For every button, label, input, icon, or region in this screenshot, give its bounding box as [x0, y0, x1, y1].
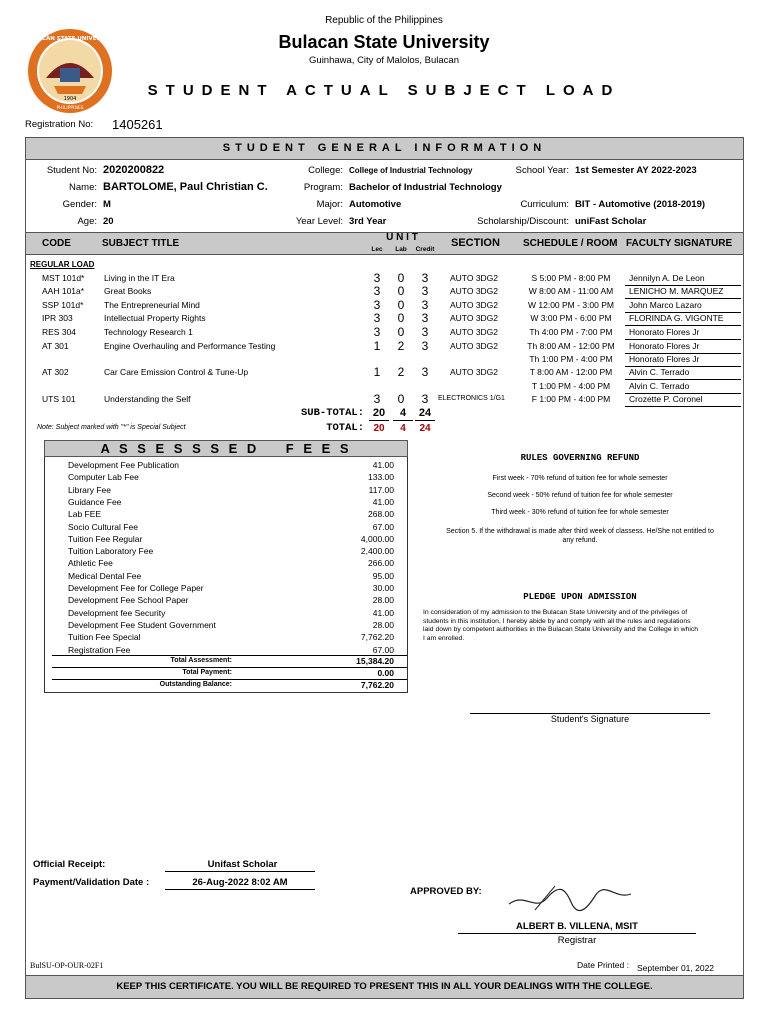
registrar-title: Registrar: [557, 935, 597, 946]
svg-text:1904: 1904: [63, 96, 77, 102]
fee-amount: 7,762.20: [360, 632, 394, 643]
fee-name: Tuition Laboratory Fee: [68, 546, 154, 557]
age-label: Age:: [77, 216, 97, 227]
col-lec: Lec: [371, 246, 383, 253]
refund-title: RULES GOVERNING REFUND: [520, 453, 640, 463]
subject-section: ELECTRONICS 1/G1: [438, 395, 505, 402]
subject-lec: 3: [373, 325, 381, 339]
school-year-value: 1st Semester AY 2022-2023: [575, 165, 697, 176]
col-faculty: FACULTY SIGNATURE: [626, 238, 733, 249]
year-level-label: Year Level:: [295, 216, 343, 227]
official-receipt-label: Official Receipt:: [33, 859, 106, 870]
official-receipt-value: Unifast Scholar: [207, 859, 278, 870]
subject-code: AT 302: [42, 367, 69, 377]
col-section: SECTION: [451, 237, 500, 249]
fee-name: Lab FEE: [68, 509, 102, 520]
total-lec: 20: [373, 423, 385, 434]
scholarship-value: uniFast Scholar: [575, 216, 647, 227]
svg-text:BULACAN STATE UNIVERSITY: BULACAN STATE UNIVERSITY: [25, 36, 115, 42]
col-title: SUBJECT TITLE: [102, 238, 180, 249]
subject-section: AUTO 3DG2: [450, 286, 499, 296]
subject-title: Technology Research 1: [104, 327, 193, 337]
fee-name: Development Fee Student Government: [68, 619, 216, 630]
fees-title: A S S E S S S E D F E E S: [100, 441, 352, 456]
program-value: Bachelor of Industrial Technology: [349, 182, 502, 193]
validation-date-label: Payment/Validation Date :: [33, 877, 150, 888]
faculty-name: John Marco Lazaro: [629, 300, 702, 310]
faculty-name: LENICHO M. MARQUEZ: [629, 286, 724, 296]
fee-name: Guidance Fee: [68, 496, 122, 507]
subject-title: The Entrepreneurial Mind: [104, 300, 200, 310]
fee-name: Athletic Fee: [68, 558, 113, 569]
year-level-value: 3rd Year: [349, 216, 387, 227]
faculty-name: FLORINDA G. VIGONTE: [629, 313, 724, 323]
fee-row: [0, 546, 768, 558]
subject-credit: 3: [421, 339, 429, 353]
fee-row: [0, 571, 768, 583]
faculty-name: Honorato Flores Jr: [629, 341, 700, 351]
date-printed-label: Date Printed :: [577, 960, 629, 970]
subject-credit: 3: [421, 325, 429, 339]
subject-credit: 3: [421, 271, 429, 285]
regular-load-label: REGULAR LOAD: [30, 260, 95, 269]
subject-section: AUTO 3DG2: [450, 313, 499, 323]
subject-lec: 3: [373, 311, 381, 325]
svg-text:PHILIPPINES: PHILIPPINES: [56, 106, 84, 111]
fee-amount: 30.00: [372, 583, 394, 593]
refund-section5-line1: Section 5. If the withdrawal is made after third week of classess. He/She not entitled to: [446, 528, 714, 535]
outstanding-label: Outstanding Balance:: [159, 681, 232, 688]
fee-name: Development fee Security: [68, 607, 166, 618]
fee-amount: 95.00: [372, 570, 394, 581]
pledge-text-line: I am enrolled.: [423, 634, 465, 642]
subject-section: AUTO 3DG2: [450, 327, 499, 337]
college-value: College of Industrial Technology: [349, 166, 473, 175]
pledge-text-line: laid down by competent authorities in the Bulacan State University and the College in which: [423, 626, 699, 633]
subject-schedule: F 1:00 PM - 4:00 PM: [531, 394, 611, 404]
fee-name: Tuition Fee Regular: [68, 533, 143, 544]
fee-name: Medical Dental Fee: [68, 570, 142, 581]
subject-code: MST 101d*: [42, 273, 85, 283]
fee-amount: 67.00: [372, 644, 394, 655]
subject-schedule: W 12:00 PM - 3:00 PM: [528, 300, 614, 310]
student-no-value: 2020200822: [103, 164, 165, 176]
subject-lab: 0: [397, 325, 405, 339]
subject-title: Intellectual Property Rights: [104, 313, 206, 323]
subject-schedule: W 3:00 PM - 6:00 PM: [530, 313, 612, 323]
refund-rule: First week - 70% refund of tuition fee for whole semester: [492, 475, 668, 482]
fee-row: [0, 558, 768, 570]
subject-lab: 0: [397, 284, 405, 298]
refund-rule: Second week - 50% refund of tuition fee for whole semester: [487, 492, 673, 499]
subject-code: UTS 101: [42, 394, 76, 404]
subject-lec: 3: [373, 392, 381, 406]
fee-amount: 41.00: [372, 496, 394, 507]
fee-amount: 117.00: [368, 484, 394, 495]
student-signature-label: Student's Signature: [550, 714, 630, 724]
fee-amount: 28.00: [372, 619, 394, 630]
fee-amount: 133.00: [368, 472, 394, 483]
subtotal-lec: 20: [372, 407, 386, 419]
subtotal-lab: 4: [399, 407, 407, 419]
subject-schedule: Th 8:00 AM - 12:00 PM: [527, 341, 615, 351]
subject-code: AT 301: [42, 341, 69, 351]
fee-amount: 266.00: [368, 558, 394, 569]
program-label: Program:: [303, 182, 343, 193]
college-label: College:: [308, 165, 343, 176]
major-value: Automotive: [349, 199, 402, 210]
scholarship-label: Scholarship/Discount:: [477, 216, 569, 227]
fee-amount: 2,400.00: [360, 546, 394, 557]
university-name: Bulacan State University: [278, 32, 490, 52]
total-lab: 4: [400, 423, 406, 434]
fee-name: Registration Fee: [68, 644, 131, 655]
subject-lec: 3: [373, 284, 381, 298]
registrar-signature: [505, 882, 635, 920]
name-value: BARTOLOME, Paul Christian C.: [103, 181, 268, 193]
faculty-name: Jennilyn A. De Leon: [629, 273, 705, 283]
fee-name: Socio Cultural Fee: [68, 521, 138, 532]
fee-amount: 28.00: [372, 595, 394, 606]
curriculum-label: Curriculum:: [520, 199, 569, 210]
date-printed-value: September 01, 2022: [637, 963, 715, 973]
fee-name: Computer Lab Fee: [68, 472, 139, 483]
republic-line: Republic of the Philippines: [325, 15, 443, 26]
subject-code: AAH 101a*: [42, 286, 85, 296]
subject-section: AUTO 3DG2: [450, 273, 499, 283]
outstanding-value: 7,762.20: [360, 680, 394, 690]
university-address: Guinhawa, City of Malolos, Bulacan: [309, 55, 459, 66]
refund-section5-line2: any refund.: [562, 537, 598, 544]
subject-title: Car Care Emission Control & Tune-Up: [104, 367, 249, 377]
subject-credit: 3: [421, 284, 429, 298]
subject-title: Understanding the Self: [104, 394, 191, 404]
faculty-name: Alvin C. Terrado: [629, 367, 690, 377]
curriculum-value: BIT - Automotive (2018-2019): [575, 199, 706, 210]
col-code: CODE: [42, 238, 71, 249]
subject-code: RES 304: [42, 327, 77, 337]
subject-section: AUTO 3DG2: [450, 300, 499, 310]
subject-schedule: Th 4:00 PM - 7:00 PM: [529, 327, 613, 337]
col-schedule: SCHEDULE / ROOM: [523, 238, 618, 249]
col-lab: Lab: [395, 246, 407, 253]
subject-lab: 0: [397, 298, 405, 312]
total-assessment-label: Total Assessment:: [170, 657, 232, 664]
subject-schedule: T 1:00 PM - 4:00 PM: [531, 381, 611, 391]
fee-row: [0, 632, 768, 644]
col-credit: Credit: [415, 246, 435, 253]
subject-title: Engine Overhauling and Performance Testing: [104, 341, 276, 351]
special-subject-note: Note: Subject marked with "*" is Special Subject: [37, 424, 186, 431]
major-label: Major:: [316, 199, 343, 210]
fee-name: Tuition Fee Special: [68, 632, 141, 643]
document-title: STUDENT ACTUAL SUBJECT LOAD: [147, 82, 621, 99]
fee-name: Library Fee: [68, 484, 111, 495]
faculty-name: Alvin C. Terrado: [629, 381, 690, 391]
footer-notice: KEEP THIS CERTIFICATE. YOU WILL BE REQUIRED TO PRESENT THIS IN ALL YOUR DEALINGS WITH THE COLLEGE.: [116, 981, 653, 992]
total-assessment-value: 15,384.20: [356, 656, 394, 666]
total-credit: 24: [419, 423, 431, 434]
subject-lab: 0: [397, 271, 405, 285]
subject-schedule: S 5:00 PM - 8:00 PM: [531, 273, 611, 283]
faculty-name: Crozette P. Coronel: [629, 394, 703, 404]
fee-amount: 4,000.00: [360, 533, 394, 544]
validation-date-value: 26-Aug-2022 8:02 AM: [192, 877, 288, 888]
subject-lab: 0: [397, 392, 405, 406]
faculty-name: Honorato Flores Jr: [629, 327, 700, 337]
subject-lab: 0: [397, 311, 405, 325]
subject-lab: 2: [397, 365, 405, 379]
refund-rule: Third week - 30% refund of tuition fee for whole semester: [491, 509, 669, 516]
gender-label: Gender:: [62, 199, 97, 210]
subject-schedule: W 8:00 AM - 11:00 AM: [528, 286, 614, 296]
registration-label: Registration No:: [25, 119, 94, 130]
subtotal-label: SUB-TOTAL:: [300, 407, 364, 419]
subject-title: Living in the IT Era: [104, 273, 175, 283]
subject-section: AUTO 3DG2: [450, 367, 499, 377]
subject-section: AUTO 3DG2: [450, 341, 499, 351]
total-payment-label: Total Payment:: [182, 669, 232, 676]
subject-lab: 2: [397, 339, 405, 353]
subtotal-credit: 24: [418, 407, 432, 419]
school-year-label: School Year:: [515, 165, 569, 176]
general-info-title: STUDENT GENERAL INFORMATION: [222, 142, 547, 154]
subject-schedule: T 8:00 AM - 12:00 PM: [529, 367, 613, 377]
subject-code: SSP 101d*: [42, 300, 84, 310]
pledge-title: PLEDGE UPON ADMISSION: [523, 592, 637, 602]
faculty-name: Honorato Flores Jr: [629, 354, 700, 364]
fee-amount: 41.00: [372, 460, 394, 470]
registration-number: 1405261: [112, 117, 163, 132]
pledge-text-line: students in this institution, I hereby abide by and comply with all the rules and regulations: [423, 617, 691, 625]
name-label: Name:: [69, 182, 97, 193]
subject-lec: 1: [373, 339, 381, 353]
subject-lec: 1: [373, 365, 381, 379]
form-code: BulSU-OP-OUR-02F1: [30, 961, 104, 970]
age-value: 20: [103, 216, 114, 227]
subject-credit: 3: [421, 311, 429, 325]
subject-lec: 3: [373, 271, 381, 285]
approved-by-label: APPROVED BY:: [410, 886, 482, 897]
student-no-label: Student No:: [46, 165, 97, 176]
registrar-name: ALBERT B. VILLENA, MSIT: [516, 921, 638, 932]
subject-title: Great Books: [104, 286, 152, 296]
fee-amount: 268.00: [368, 509, 394, 520]
fee-name: Development Fee School Paper: [68, 595, 189, 606]
total-label: TOTAL:: [326, 422, 364, 434]
subject-code: IPR 303: [42, 313, 73, 323]
subject-schedule: Th 1:00 PM - 4:00 PM: [529, 354, 613, 364]
pledge-text-line: In consideration of my admission to the Bulacan State University and of the privileges of: [423, 609, 688, 616]
total-payment-value: 0.00: [377, 668, 394, 678]
gender-value: M: [103, 199, 111, 210]
fee-amount: 67.00: [372, 521, 394, 532]
subject-credit: 3: [421, 298, 429, 312]
fee-amount: 41.00: [372, 607, 394, 618]
col-unit: U N I T: [386, 232, 418, 243]
subject-credit: 3: [421, 392, 429, 406]
subject-credit: 3: [421, 365, 429, 379]
subject-lec: 3: [373, 298, 381, 312]
fee-name: Development Fee Publication: [68, 460, 180, 470]
fee-name: Development Fee for College Paper: [68, 583, 204, 593]
